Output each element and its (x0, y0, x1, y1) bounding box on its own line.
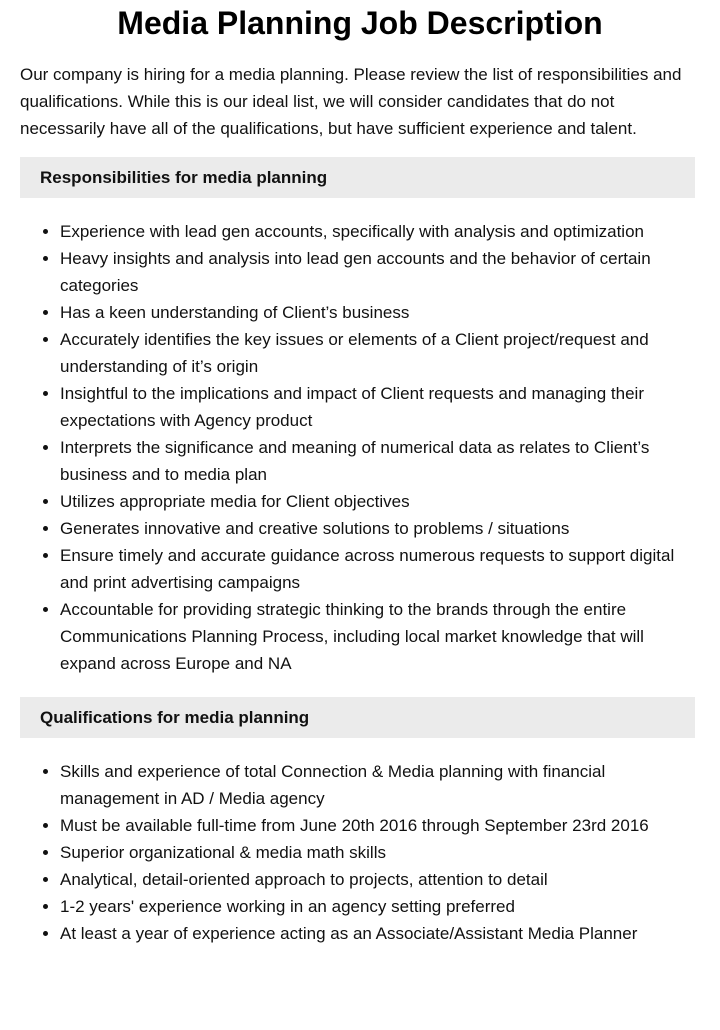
page-title: Media Planning Job Description (117, 5, 603, 41)
list-item: • Accountable for providing strategic thinking to the brands through the entire Communications Planning Process, including local market knowledge that will expand across Europe and NA (60, 596, 700, 677)
qualifications-heading: Qualifications for media planning (20, 697, 695, 738)
list-item: • Generates innovative and creative solutions to problems / situations (60, 515, 700, 542)
list-item: • Ensure timely and accurate guidance across numerous requests to support digital and print advertising campaigns (60, 542, 700, 596)
list-item: • Has a keen understanding of Client’s business (60, 299, 700, 326)
list-item: • Analytical, detail-oriented approach to projects, attention to detail (60, 866, 700, 893)
list-item: • Insightful to the implications and impact of Client requests and managing their expectations with Agency product (60, 380, 700, 434)
list-item: • 1-2 years' experience working in an agency setting preferred (60, 893, 700, 920)
list-item: • At least a year of experience acting as an Associate/Assistant Media Planner (60, 920, 700, 947)
list-item: • Superior organizational & media math skills (60, 839, 700, 866)
list-item: • Heavy insights and analysis into lead gen accounts and the behavior of certain categories (60, 245, 700, 299)
qualifications-list (0, 758, 700, 947)
list-item: • Experience with lead gen accounts, specifically with analysis and optimization (60, 218, 700, 245)
list-item: • Must be available full-time from June 20th 2016 through September 23rd 2016 (60, 812, 700, 839)
list-item: • Skills and experience of total Connection & Media planning with financial management in AD / Media agency (60, 758, 700, 812)
intro-paragraph: Our company is hiring for a media planning. Please review the list of responsibilities and qualifications. While this is our ideal list, we will consider candidates that do not necessarily have all of the qualifications, but have sufficient experience and talent. (20, 65, 682, 138)
list-item: • Utilizes appropriate media for Client objectives (60, 488, 700, 515)
list-item: • Interprets the significance and meaning of numerical data as relates to Client’s business and to media plan (60, 434, 700, 488)
responsibilities-list (0, 218, 700, 677)
list-item: • Accurately identifies the key issues or elements of a Client project/request and understanding of it’s origin (60, 326, 700, 380)
responsibilities-heading: Responsibilities for media planning (20, 157, 695, 198)
